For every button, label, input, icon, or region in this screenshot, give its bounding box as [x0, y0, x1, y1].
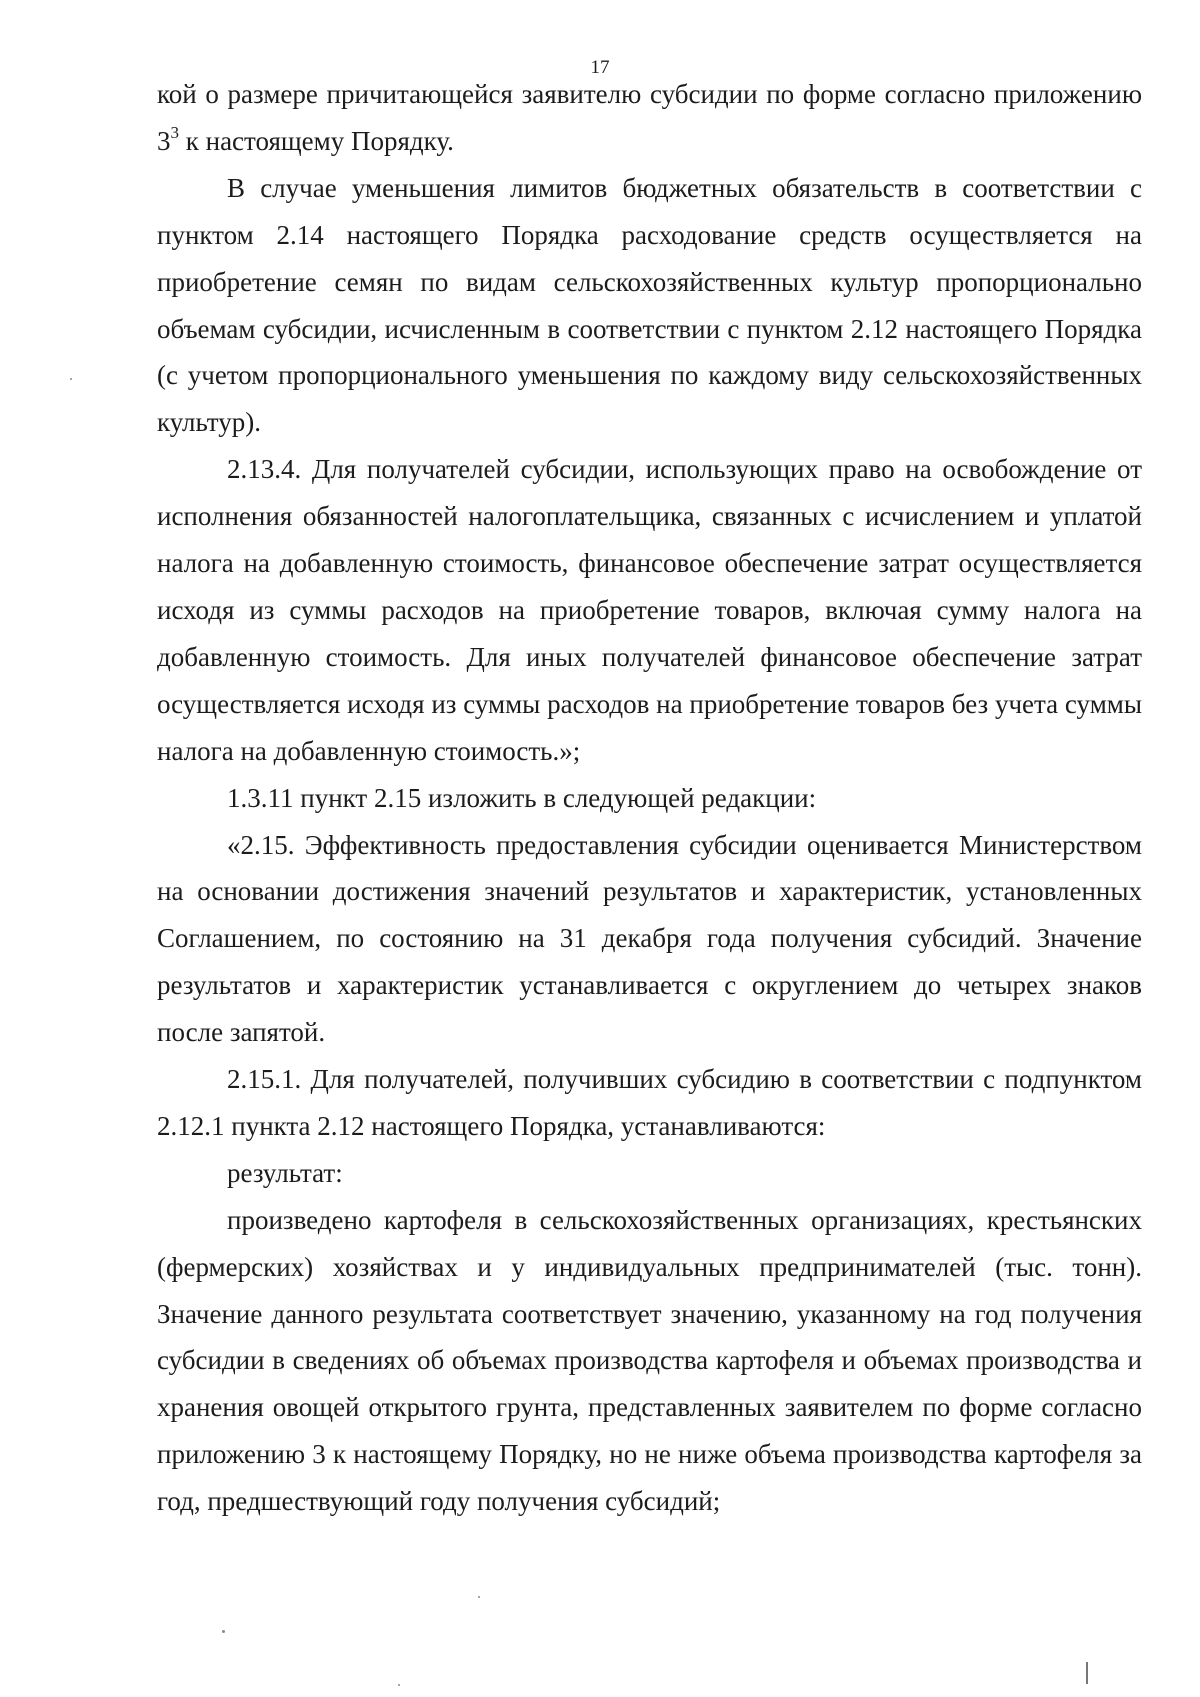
paragraph-2-15: «2.15. Эффективность предоставления субсидии оценивается Министерством на основании достижения значений результатов и характеристик, установленных Соглашением, по состоянию на 31 декабря года получения субсидий. Значение результатов и характеристик устанавливается с округлением до четырех знаков после запятой. — [157, 829, 1142, 1048]
superscript: 3 — [170, 122, 179, 142]
page-number: 17 — [590, 57, 610, 78]
paragraph-continuation — [157, 71, 1142, 165]
paragraph-budget-limits: В случае уменьшения лимитов бюджетных обязательств в соответствии с пунктом 2.14 настоящего Порядка расходование средств осуществляется на приобретение семян по видам сельскохозяйственных культур пропорционально объемам субсидии, исчисленным в соответствии с пунктом 2.12 настоящего Порядка (с учетом пропорционального уменьшения по каждому виду сельскохозяйственных культур). — [157, 172, 1142, 438]
paragraph-text-tail: к настоящему Порядку. — [179, 125, 454, 156]
scan-edge-mark — [1086, 1662, 1088, 1684]
scan-speck — [398, 1684, 400, 1686]
paragraph-text: кой о размере причитающейся заявителю субсидии по форме согласно приложению 3 — [157, 79, 1142, 156]
paragraph-2-13-4: 2.13.4. Для получателей субсидии, использующих право на освобождение от исполнения обязанностей налогоплательщика, связанных с исчислением и уплатой налога на добавленную стоимость, финансовое обеспечение затрат осуществляется исходя из суммы расходов на приобретение товаров, включая сумму налога на добавленную стоимость. Для иных получателей финансовое обеспечение затрат осуществляется исходя из суммы расходов на приобретение товаров без учета суммы налога на добавленную стоимость.»; — [157, 454, 1142, 766]
paragraph-2-15-1: 2.15.1. Для получателей, получивших субсидию в соответствии с подпунктом 2.12.1 пункта 2.12 настоящего Порядка, устанавливаются: — [157, 1064, 1142, 1141]
scan-speck — [222, 1630, 225, 1633]
paragraph-potato-result: произведено картофеля в сельскохозяйственных организациях, крестьянских (фермерских) хозяйствах и у индивидуальных предпринимателей (тыс. тонн). Значение данного результата соответствует значению, указанному на год получения субсидии в сведениях об объемах производства картофеля и объемах производства и хранения овощей открытого грунта, представленных заявителем по форме согласно приложению 3 к настоящему Порядку, но не ниже объема производства картофеля за год, предшествующий году получения субсидий; — [157, 1204, 1142, 1517]
document-body — [157, 71, 1142, 1525]
paragraph-result-label: результат: — [227, 1157, 343, 1188]
paragraph-1-3-11: 1.3.11 пункт 2.15 изложить в следующей редакции: — [227, 782, 817, 813]
scan-speck — [478, 1596, 480, 1598]
scan-speck — [70, 378, 72, 380]
